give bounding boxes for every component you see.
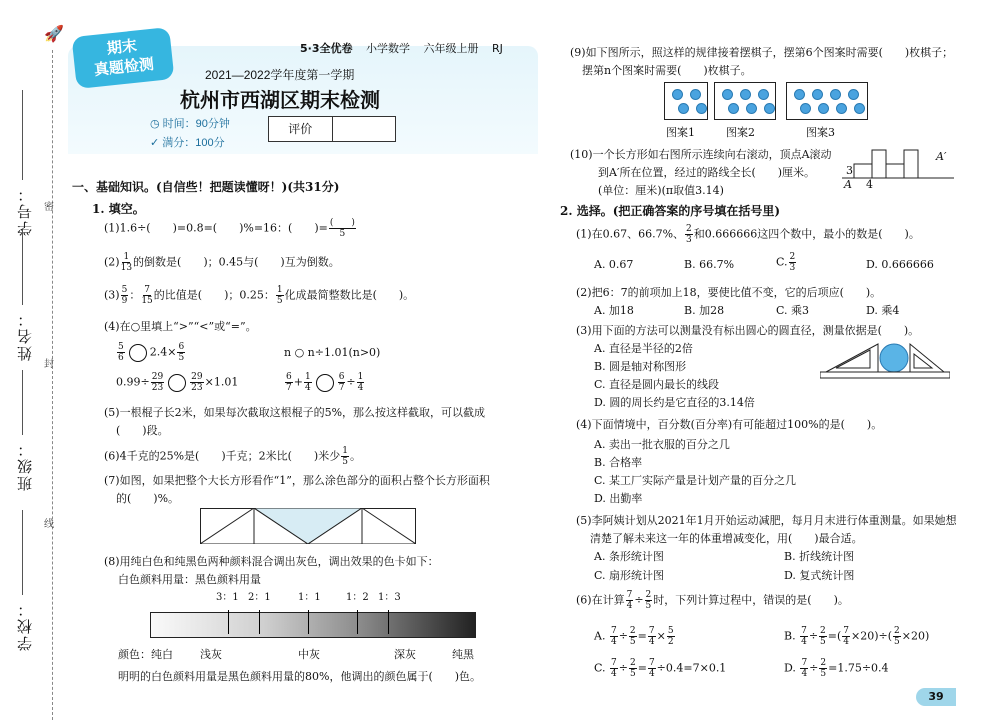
q1-3: (3) $\frac{5}{9}$ ： $\frac{7}{15}$ 的比值是( )；0.25： $\frac{1}{5}$ 化成最简整数比是( )。	[104, 285, 415, 306]
c4-opt-c[interactable]: C. 某工厂实际产量是计划产量的百分之几	[594, 474, 797, 487]
binding-dashed-line	[52, 50, 53, 720]
name-line	[22, 230, 23, 305]
q10-label-4: 4	[866, 178, 873, 191]
q1-2-frac: $\frac{1}{13}$	[120, 252, 133, 273]
q1-4-row2-right: $\frac{6}{7}$ + $\frac{1}{4}$ $\frac{6}{7}$ ÷ $\frac{1}{4}$	[286, 372, 364, 393]
term-label: 2021—2022学年度第一学期	[205, 68, 355, 82]
eval-label: 评价	[269, 117, 333, 141]
chess-piece-dot	[758, 89, 769, 100]
q1-5b: ( )段。	[116, 424, 169, 437]
compare-circle[interactable]	[316, 374, 334, 392]
q1-4: (4)在○里填上“>”“<”或“=”。	[104, 320, 257, 333]
chess-piece-dot	[678, 103, 689, 114]
color-label-white: 颜色：纯白	[118, 648, 173, 661]
q1-1-frac: $\frac{( )}{5}$	[329, 218, 355, 239]
chess-piece-dot	[690, 89, 701, 100]
series-name: 5·3全优卷	[300, 42, 353, 55]
page-title: 杭州市西湖区期末检测	[180, 90, 380, 112]
color-label-light: 浅灰	[200, 648, 222, 661]
section2-heading: 2. 选择。(把正确答案的序号填在括号里)	[560, 204, 781, 218]
pattern-label-1: 图案1	[666, 126, 695, 139]
c4-opt-b[interactable]: B. 合格率	[594, 456, 643, 469]
q9a: (9)如下图所示，照这样的规律接着摆棋子，摆第6个图案时需要( )枚棋子；	[570, 46, 954, 59]
c1: (1)在0.67、66.7%、 $\frac{2}{3}$ 和0.666666这四个数中，最小的数是( )。	[576, 224, 920, 245]
c4-opt-a[interactable]: A. 卖出一批衣服的百分之几	[594, 438, 730, 451]
chess-piece-dot	[800, 103, 811, 114]
series-grade: 六年级上册	[423, 42, 479, 55]
chess-piece-dot	[728, 103, 739, 114]
q10-label-a-prime: A′	[936, 150, 947, 163]
c2-opt-b[interactable]: B. 加28	[684, 304, 725, 317]
q10c: (单位：厘米)(π取值3.14)	[598, 184, 724, 197]
c3-opt-b[interactable]: B. 圆是轴对称图形	[594, 360, 687, 373]
color-label-dark: 深灰	[394, 648, 416, 661]
ratio-tick-1	[228, 610, 229, 634]
c5-opt-a[interactable]: A. 条形统计图	[594, 550, 664, 563]
score-text: 满分：100分	[162, 137, 225, 149]
q1-8-end: 明明的白色颜料用量是黑色颜料用量的80%，他调出的颜色属于( )色。	[118, 670, 482, 683]
c6-opt-c[interactable]: C. $\frac{7}{4}$ ÷ $\frac{2}{5}$ = $\frac{7}{4}$ ÷0.4=7×0.1	[594, 658, 727, 679]
chess-piece-dot	[854, 103, 865, 114]
rocket-icon: 🚀	[44, 24, 64, 43]
q1-8-sub: 白色颜料用量：黑色颜料用量	[118, 573, 261, 586]
q10a: (10)一个长方形如右图所示连续向右滚动，顶点A滚动	[570, 148, 832, 161]
ratio-tick-2	[259, 610, 260, 634]
pattern-1	[664, 82, 708, 120]
score-label	[150, 134, 225, 150]
c6-opt-b[interactable]: B. $\frac{7}{4}$ ÷ $\frac{2}{5}$ =( $\frac{7}{4}$ ×20)÷( $\frac{2}{5}$ ×20)	[784, 626, 930, 647]
q10-label-3: 3	[846, 164, 853, 177]
c5-opt-d[interactable]: D. 复式统计图	[784, 569, 855, 582]
student-id-line	[22, 90, 23, 180]
compare-circle[interactable]	[129, 344, 147, 362]
c3-opt-d[interactable]: D. 圆的周长约是它直径的3.14倍	[594, 396, 755, 409]
q1-title: 1. 填空。	[92, 202, 145, 216]
chess-piece-dot	[812, 89, 823, 100]
pattern-label-2: 图案2	[726, 126, 755, 139]
c4: (4)下面情境中，百分数(百分率)有可能超过100%的是( )。	[576, 418, 883, 431]
ratio-label-1: 3：1	[216, 592, 239, 603]
chess-piece-dot	[794, 89, 805, 100]
c2-opt-c[interactable]: C. 乘3	[776, 304, 810, 317]
color-label-black: 纯黑	[452, 648, 474, 661]
time-label	[150, 115, 230, 131]
q9b: 摆第n个图案时需要( )枚棋子。	[582, 64, 752, 77]
ratio-label-2: 2：1	[248, 592, 271, 603]
label-school: 学校：	[16, 600, 34, 651]
q1-8: (8)用纯白色和纯黑色两种颜料混合调出灰色，调出效果的色卡如下：	[104, 555, 439, 568]
q1-1	[104, 218, 357, 239]
class-line	[22, 370, 23, 435]
badge-line2: 真题检测	[93, 54, 155, 80]
q1-7b: 的( )%。	[116, 492, 180, 505]
ratio-label-5: 1：3	[378, 592, 401, 603]
c3: (3)用下面的方法可以测量没有标出圆心的圆直径，测量依据是( )。	[576, 324, 920, 337]
q1-4-row2-left: 0.99÷ $\frac{29}{23}$ $\frac{29}{23}$ ×1.01	[116, 372, 239, 393]
label-student-id: 学号：	[16, 185, 34, 236]
evaluation-box	[268, 116, 396, 142]
c1-opt-d[interactable]: D. 0.666666	[866, 258, 934, 271]
c6: (6)在计算 $\frac{7}{4}$ ÷ $\frac{2}{5}$ 时，下列计算过程中，错误的是( )。	[576, 590, 849, 611]
seal-char-mi: 密	[44, 202, 54, 213]
label-name: 姓名：	[16, 310, 34, 361]
check-icon: ✓	[150, 137, 163, 149]
c6-opt-a[interactable]: A. $\frac{7}{4}$ ÷ $\frac{2}{5}$ = $\frac{7}{4}$ × $\frac{5}{2}$	[594, 626, 674, 647]
q1-7: (7)如图，如果把整个大长方形看作“1”，那么涂色部分的面积占整个长方形面积	[104, 474, 490, 487]
chess-piece-dot	[696, 103, 707, 114]
c1-opt-b[interactable]: B. 66.7%	[684, 258, 735, 271]
seal-char-xian: 线	[44, 519, 54, 530]
c5b: 清楚了解未来这一年的体重增减变化，用( )最合适。	[590, 532, 863, 545]
clock-icon: ◷	[150, 118, 163, 130]
chess-piece-dot	[848, 89, 859, 100]
badge-line1: 期末	[105, 36, 138, 58]
exam-badge	[72, 27, 175, 89]
series-subject: 小学数学	[366, 42, 410, 55]
c1-opt-c[interactable]: C. $\frac{2}{3}$	[776, 252, 796, 273]
eval-field[interactable]	[333, 117, 396, 141]
gray-gradient-bar	[150, 612, 476, 638]
c2-opt-a[interactable]: A. 加18	[594, 304, 634, 317]
chess-piece-dot	[818, 103, 829, 114]
series-edition: RJ	[492, 42, 503, 55]
q1-5: (5)一根棍子长2米，如果每次截取这根棍子的5%，那么按这样截取，可以截成	[104, 406, 486, 419]
pattern-label-3: 图案3	[806, 126, 835, 139]
seal-char-feng: 封	[44, 359, 54, 370]
chess-piece-dot	[746, 103, 757, 114]
ratio-label-3: 1：1	[298, 592, 321, 603]
c3-ruler-figure	[820, 338, 950, 382]
c2-opt-d[interactable]: D. 乘4	[866, 304, 900, 317]
q1-1-text: (1)1.6÷( )=0.8=( )%=16：( )=	[104, 221, 328, 235]
section1-heading: 一、基础知识。(自信些！把题读懂呀！)(共31分)	[72, 180, 340, 194]
q1-6: (6)4千克的25%是( )千克；2米比( )米少 $\frac{1}{5}$ 。	[104, 446, 361, 467]
chess-piece-dot	[740, 89, 751, 100]
c5-opt-c[interactable]: C. 扇形统计图	[594, 569, 665, 582]
q10b: 到A′所在位置，经过的路线全长( )厘米。	[598, 166, 816, 179]
c1-opt-a[interactable]: A. 0.67	[594, 258, 634, 271]
chess-piece-dot	[722, 89, 733, 100]
chess-piece-dot	[764, 103, 775, 114]
ratio-tick-4	[357, 610, 358, 634]
c5-opt-b[interactable]: B. 折线统计图	[784, 550, 855, 563]
pattern-3	[786, 82, 868, 120]
q1-4-row1-left: $\frac{5}{6}$ 2.4× $\frac{6}{5}$	[118, 342, 185, 363]
c3-opt-c[interactable]: C. 直径是圆内最长的线段	[594, 378, 720, 391]
ratio-tick-3	[308, 610, 309, 634]
compare-circle[interactable]	[168, 374, 186, 392]
ratio-label-4: 1：2	[346, 592, 369, 603]
c6-opt-d[interactable]: D. $\frac{7}{4}$ ÷ $\frac{2}{5}$ =1.75÷0.4	[784, 658, 889, 679]
q1-4-row1-right: n ○ n÷1.01(n>0)	[284, 346, 381, 359]
ratio-tick-5	[388, 610, 389, 634]
c5a: (5)李阿姨计划从2021年1月开始运动减肥，每月月末进行体重测量。如果她想	[576, 514, 957, 527]
q1-2: (2) $\frac{1}{13}$ 的倒数是( )；0.45与( )互为倒数。	[104, 252, 340, 273]
chess-piece-dot	[672, 89, 683, 100]
series-bar	[300, 40, 513, 56]
c3-opt-a[interactable]: A. 直径是半径的2倍	[594, 342, 693, 355]
page-number: 39	[916, 688, 956, 706]
c2: (2)把6：7的前项加上18，要使比值不变，它的后项应( )。	[576, 286, 882, 299]
q10-label-a: A	[844, 178, 852, 191]
chess-piece-dot	[830, 89, 841, 100]
chess-piece-dot	[836, 103, 847, 114]
time-text: 时间：90分钟	[162, 118, 230, 130]
color-label-mid: 中灰	[298, 648, 320, 661]
q7-figure	[200, 508, 416, 544]
c4-opt-d[interactable]: D. 出勤率	[594, 492, 643, 505]
label-class: 班级：	[16, 440, 34, 491]
pattern-2	[714, 82, 776, 120]
school-line	[22, 510, 23, 595]
